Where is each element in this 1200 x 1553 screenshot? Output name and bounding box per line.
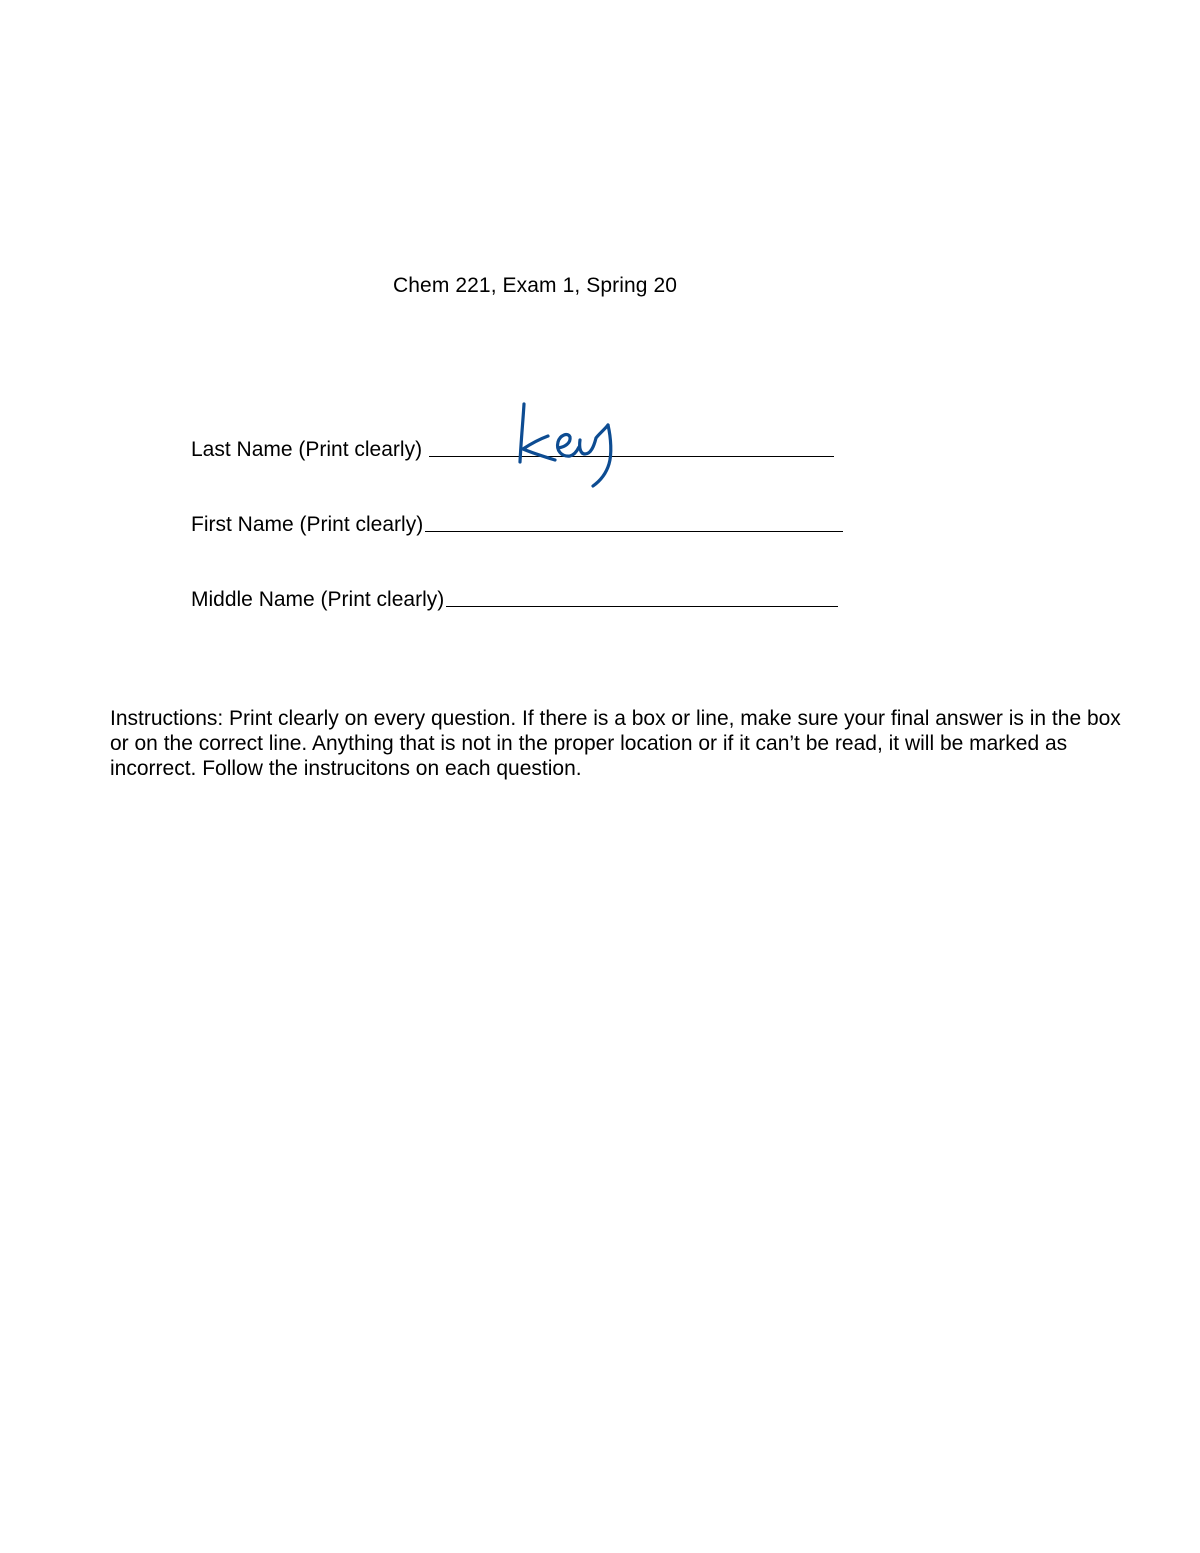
first-name-row: [191, 507, 843, 537]
middle-name-label: Middle Name (Print clearly): [191, 588, 445, 611]
instructions-paragraph: Instructions: Print clearly on every question. If there is a box or line, make sure your final answer is in the box or on the correct line. Anything that is not in the proper location or if it can’t be read, it will be marked as incorrect. Follow the instrucitons on each question.: [110, 707, 1121, 780]
first-name-line[interactable]: [425, 531, 843, 532]
last-name-label: Last Name (Print clearly): [191, 438, 423, 461]
middle-name-line[interactable]: [446, 606, 838, 607]
last-name-line[interactable]: [429, 456, 834, 457]
exam-title: Chem 221, Exam 1, Spring 20: [393, 274, 678, 297]
first-name-label: First Name (Print clearly): [191, 513, 424, 536]
handwritten-key-signature: [508, 396, 628, 491]
middle-name-row: [191, 582, 838, 612]
